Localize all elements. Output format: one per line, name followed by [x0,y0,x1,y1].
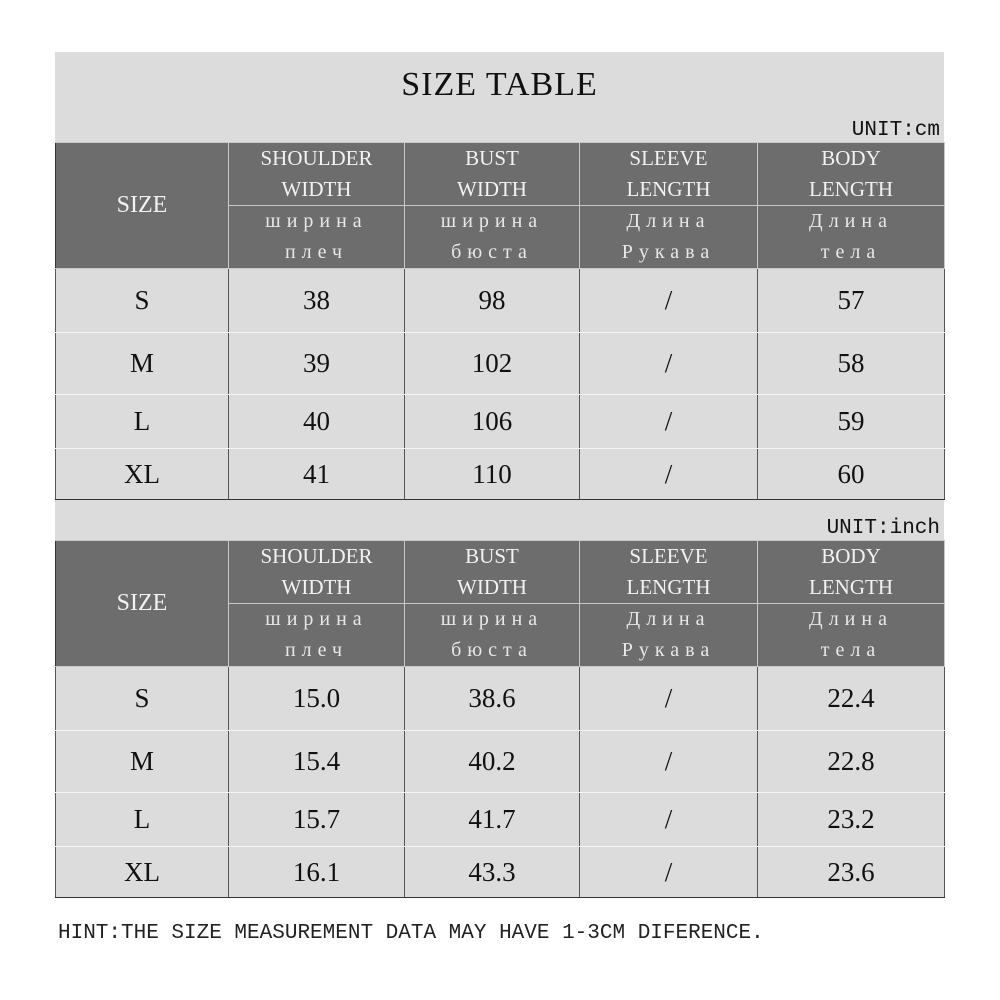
cell-body: 60 [758,449,945,500]
size-table-inch [55,540,945,898]
unit-label-inch: UNIT:inch [826,517,940,540]
unit-band [55,500,944,540]
cell-size: XL [56,847,229,898]
cell-body: 23.6 [758,847,945,898]
table-row [56,731,945,793]
cell-size: S [56,269,229,333]
cell-sleeve: / [580,269,758,333]
cell-size: XL [56,449,229,500]
cell-bust: 38.6 [405,667,580,731]
header-body-en: BODY LENGTH [758,143,945,206]
cell-sleeve: / [580,395,758,449]
cell-bust: 102 [405,333,580,395]
cell-body: 22.4 [758,667,945,731]
table-row [56,667,945,731]
cell-shoulder: 39 [229,333,405,395]
cell-shoulder: 15.7 [229,793,405,847]
page-title: SIZE TABLE [401,66,598,103]
cell-size: S [56,667,229,731]
cell-bust: 41.7 [405,793,580,847]
cell-size: L [56,793,229,847]
cell-shoulder: 15.4 [229,731,405,793]
unit-label-cm: UNIT:cm [851,119,940,142]
header-bust-ru: ширина бюста [405,206,580,269]
cell-size: M [56,333,229,395]
header-body-ru: Длина тела [758,604,945,667]
header-shoulder-ru: ширина плеч [229,604,405,667]
table-row [56,449,945,500]
cell-body: 22.8 [758,731,945,793]
table-row [56,269,945,333]
table-row [56,847,945,898]
header-body-en: BODY LENGTH [758,541,945,604]
header-shoulder-en: SHOULDER WIDTH [229,143,405,206]
cell-shoulder: 16.1 [229,847,405,898]
cell-body: 58 [758,333,945,395]
cell-shoulder: 38 [229,269,405,333]
cell-size: L [56,395,229,449]
cell-size: M [56,731,229,793]
cell-bust: 43.3 [405,847,580,898]
header-sleeve-ru: Длина Рукава [580,604,758,667]
cell-sleeve: / [580,847,758,898]
cell-body: 59 [758,395,945,449]
cell-bust: 40.2 [405,731,580,793]
cell-shoulder: 15.0 [229,667,405,731]
header-bust-en: BUST WIDTH [405,143,580,206]
header-bust-ru: ширина бюста [405,604,580,667]
table-row [56,395,945,449]
size-chart [55,52,944,898]
cell-sleeve: / [580,333,758,395]
size-table-cm [55,142,945,500]
header-size: SIZE [56,541,229,667]
cell-shoulder: 41 [229,449,405,500]
cell-bust: 106 [405,395,580,449]
cell-body: 23.2 [758,793,945,847]
header-sleeve-ru: Длина Рукава [580,206,758,269]
header-shoulder-en: SHOULDER WIDTH [229,541,405,604]
header-shoulder-ru: ширина плеч [229,206,405,269]
cell-bust: 110 [405,449,580,500]
table-row [56,793,945,847]
header-bust-en: BUST WIDTH [405,541,580,604]
cell-bust: 98 [405,269,580,333]
cell-shoulder: 40 [229,395,405,449]
measurement-hint: HINT:THE SIZE MEASUREMENT DATA MAY HAVE 1-3CM DIFERENCE. [58,922,764,945]
header-sleeve-en: SLEEVE LENGTH [580,541,758,604]
header-size: SIZE [56,143,229,269]
cell-sleeve: / [580,667,758,731]
cell-sleeve: / [580,449,758,500]
cell-sleeve: / [580,793,758,847]
header-sleeve-en: SLEEVE LENGTH [580,143,758,206]
title-band [55,52,944,142]
header-body-ru: Длина тела [758,206,945,269]
cell-body: 57 [758,269,945,333]
table-row [56,333,945,395]
cell-sleeve: / [580,731,758,793]
